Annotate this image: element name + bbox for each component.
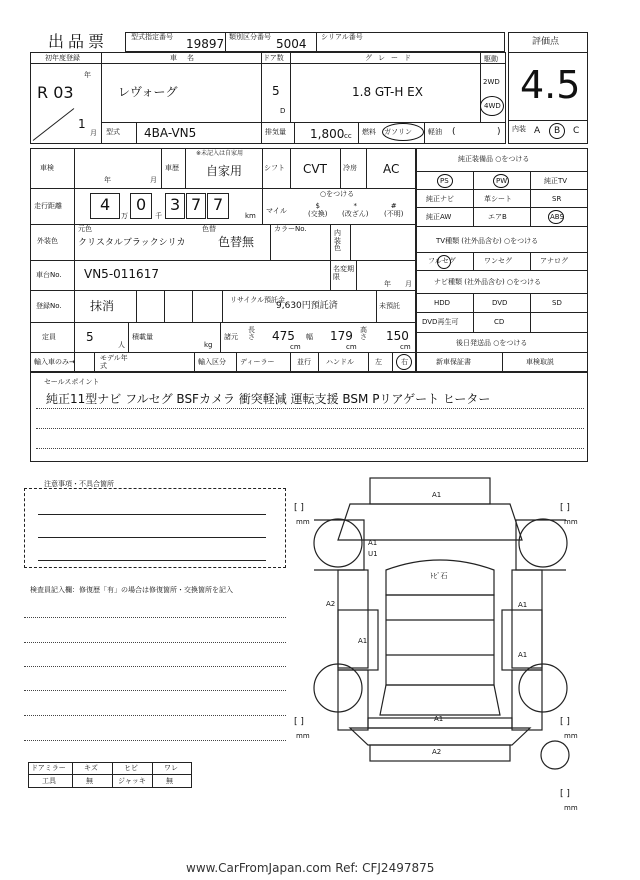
chassis-label: 車台No. [36,271,62,279]
car-name-label: 車名 [170,54,204,62]
shaken-label: 車検 [40,164,54,172]
length-value: 475 [272,329,295,343]
grade-value: 1.8 GT-H EX [352,85,423,99]
oem-airbag: エアB [488,213,507,221]
nav-dvd-play: DVD再生可 [422,318,459,326]
caution-box [24,488,286,568]
reg-value: 抹消 [90,299,115,313]
usage-note: ※未記入は自家用 [196,150,244,157]
sales-text: 純正11型ナビ フルセグ BSFカメラ 衝突軽減 運転支援 BSM Pリアゲート ヒーター [46,392,491,406]
steering-right-circle [396,354,412,370]
capacity-label: 定員 [42,333,56,341]
nav-cd: CD [494,318,505,326]
width-cm: cm [346,343,357,351]
oem-sr: SR [552,195,562,203]
legend-h2: キズ [84,764,98,772]
legend-v4: 無 [166,777,173,785]
right-rear-wheel [519,664,567,712]
label-windshield: ﾄﾋﾞ石 [430,572,448,580]
kg-unit: kg [204,341,213,349]
car-name: レヴォーグ [118,85,178,99]
legend-h3: ヒビ [124,764,138,772]
tv-oneseg: ワンセグ [484,257,512,265]
mm-rr: mm [564,732,578,740]
color-change-label: 色替 [202,225,216,233]
mileage-label: 走行距離 [34,202,62,210]
type-cert-label: 型式指定番号 [131,33,173,41]
label-left-rear-door: A1 [358,637,368,645]
oem-abs-circle [548,210,564,224]
shaken-year-unit: 年 [104,176,111,184]
ac-value: AC [383,162,400,176]
oem-ps: PS [440,177,449,185]
interior-b: B [554,126,561,136]
rear-glass-shape [380,685,500,715]
bracket-rf: [ ] [560,503,570,513]
height-label: 高さ [360,326,367,341]
oem-nav: 純正ナビ [426,195,454,203]
mm-lr: mm [296,732,310,740]
hood-shape [338,504,522,540]
left-front-door-shape [338,570,368,668]
year-unit: 年 [84,71,91,79]
mm-lf: mm [296,518,310,526]
first-reg-month: 1 [78,117,86,131]
unknown-label: # (不明) [384,202,404,219]
width-value: 179 [330,329,353,343]
capacity-value: 5 [86,330,94,344]
serial-label: シリアル番号 [321,33,363,41]
orig-color-value: クリスタルブラックシリカ [78,238,186,248]
height-value: 150 [386,329,409,343]
first-reg-year: R 03 [37,83,74,102]
oem-pw: PW [496,177,508,185]
legend-h4: ワレ [164,764,178,772]
type-cert-value: 19897 [186,37,225,51]
exchange-label: $ (交換) [308,202,328,219]
fuel-value: ガソリン [384,128,412,136]
caution-label: 注意事項・不具合箇所 [44,480,114,488]
displacement-label: 排気量 [265,128,286,136]
reg-label: 登録No. [36,302,62,310]
docs-warranty: 新車保証書 [436,358,471,366]
car-damage-diagram [290,470,590,820]
load-label: 積載量 [132,333,153,341]
tv-title: TV種類 (社外品含む) ○をつける [436,237,539,245]
cc-unit: cc [344,132,352,140]
diesel-label: 軽油 [428,128,442,136]
left-front-wheel [314,519,362,567]
color-no-label: カラーNo. [274,225,307,233]
legend-v1: 工具 [42,777,56,785]
model-year-label: モデル年式 [100,354,128,370]
steering-label: ハンドル [326,358,354,366]
interior-label: 内装 [512,125,526,133]
name-change-month-unit: 月 [405,280,412,288]
nav-dvd: DVD [492,299,508,307]
watermark: www.CarFromJapan.com Ref: CFJ2497875 [186,861,435,875]
class-label: 類別区分番号 [229,33,271,41]
parallel-label[interactable]: 並行 [297,358,311,366]
right-front-wheel [519,519,567,567]
bracket-rr: [ ] [560,717,570,727]
front-bumper-shape [370,478,490,504]
steering-right[interactable]: 右 [401,358,408,366]
label-front-bumper: A1 [432,491,442,499]
interior-color-label: 内装色 [334,229,341,253]
legend-v3: ジャッキ [118,777,146,785]
door-value: 5 [272,84,280,98]
nav-hdd: HDD [434,299,451,307]
drive-label: 駆動 [484,55,498,63]
legend-v2: 無 [86,777,93,785]
sales-label: セールスポイント [44,378,100,386]
mileage-digit-1: 4 [100,195,111,214]
nav-title: ナビ種類 (社外品含む) ○をつける [434,278,542,286]
first-reg-label: 初年度登録 [45,54,80,62]
height-cm: cm [400,343,411,351]
model-value: 4BA-VN5 [144,126,197,140]
roof-shape [386,595,494,685]
class-value: 5004 [276,37,307,51]
interior-a: A [534,126,541,136]
import-class-label: 輸入区分 [198,358,226,366]
bracket-spare: [ ] [560,789,570,799]
oem-title: 純正装備品 ○をつける [458,155,530,163]
ac-label: 冷房 [343,164,357,172]
fuel-gasoline-circle [382,123,424,141]
length-label: 長さ [248,326,255,341]
label-rear-bumper: A2 [432,748,442,756]
oem-aw: 純正AW [426,213,452,221]
width-label: 幅 [306,333,313,341]
color-label: 外装色 [37,237,58,245]
inspector-label: 検査員記入欄：修復歴「有」の場合は修復箇所・交換箇所を記入 [30,586,233,594]
oem-pw-circle [493,174,509,188]
orig-color-label: 元色 [78,225,92,233]
drive-4wd-circle [480,96,504,116]
header-id-box [125,32,505,52]
mm-rf: mm [564,518,578,526]
form-title: 出品票 [48,32,109,51]
usage-value: 自家用 [206,164,243,178]
recycle-label: リサイクル預託金 [230,296,286,304]
dealer-label[interactable]: ディーラー [240,358,275,366]
docs-manual: 車検取説 [526,358,554,366]
mm-spare: mm [564,804,578,812]
displacement-value: 1,800 [310,127,345,141]
steering-left[interactable]: 左 [375,358,382,366]
door-type: D [280,107,286,115]
dims-label: 諸元 [224,333,238,341]
mileage-digit-3: 3 [170,195,181,214]
mileage-digit-5: 7 [213,195,224,214]
right-rear-door-shape [512,670,542,730]
shift-value: CVT [303,162,327,176]
left-rear-door-shape [338,670,368,730]
oem-leather: 革シート [484,195,512,203]
paren-open: ( [452,127,456,137]
bracket-lf: [ ] [294,503,304,513]
tv-fullseg: フルセグ [428,257,456,265]
bracket-lr: [ ] [294,717,304,727]
length-cm: cm [290,343,301,351]
circle-note: ○をつける [320,190,355,198]
shift-label: シフト [264,164,285,172]
recycle-value: 9,630円預託済 [276,301,338,311]
interior-c: C [573,126,580,136]
docs-title: 後日発送品 ○をつける [456,339,528,347]
grade-label: グレード [365,54,417,62]
usage-label: 車歴 [165,164,179,172]
drive-2wd: 2WD [483,78,500,86]
trunk-shape [350,728,530,745]
mileage-digit-2: 0 [136,195,147,214]
shaken-month-unit: 月 [150,176,157,184]
tv-analog: アナログ [540,257,568,265]
spare-wheel [541,741,569,769]
label-left-front-door: A2 [326,600,336,608]
model-label: 型式 [106,128,120,136]
fuel-label: 燃料 [362,128,376,136]
month-unit: 月 [90,129,97,137]
oem-ps-circle [437,174,453,188]
nav-sd: SD [552,299,562,307]
recycle-unpaid: 未預託 [379,302,400,310]
label-trunk: A1 [434,715,444,723]
sen-unit: 千 [155,212,162,220]
mileage-digit-4: 7 [191,195,202,214]
paren-close: ) [497,127,501,137]
chassis-value: VN5-011617 [84,267,159,281]
door-label: ドア数 [263,54,284,62]
interior-b-circle [549,123,565,139]
mile-label: マイル [266,207,287,215]
legend-h1: ドアミラー [31,764,66,772]
label-right-rear-quarter: A1 [518,651,528,659]
km-unit: km [245,212,256,220]
oem-tv: 純正TV [544,177,568,185]
score-label: 評価点 [532,37,560,47]
tv-fullseg-circle [437,255,451,269]
color-change-value: 色替無 [218,235,255,249]
name-change-year-unit: 年 [384,280,391,288]
import-label: 輸入車のみ→ [34,358,75,366]
name-change-label: 名変期限 [333,265,354,281]
drive-4wd: 4WD [484,102,501,110]
oem-abs: ABS [550,213,564,221]
label-hood: U1 [368,550,378,558]
label-hood-a: A1 [368,539,378,547]
tamper-label: * (改ざん) [342,202,369,219]
label-right-front-door: A1 [518,601,528,609]
man-unit: 万 [121,212,128,220]
score-value: 4.5 [520,63,581,107]
capacity-unit: 人 [118,341,125,349]
